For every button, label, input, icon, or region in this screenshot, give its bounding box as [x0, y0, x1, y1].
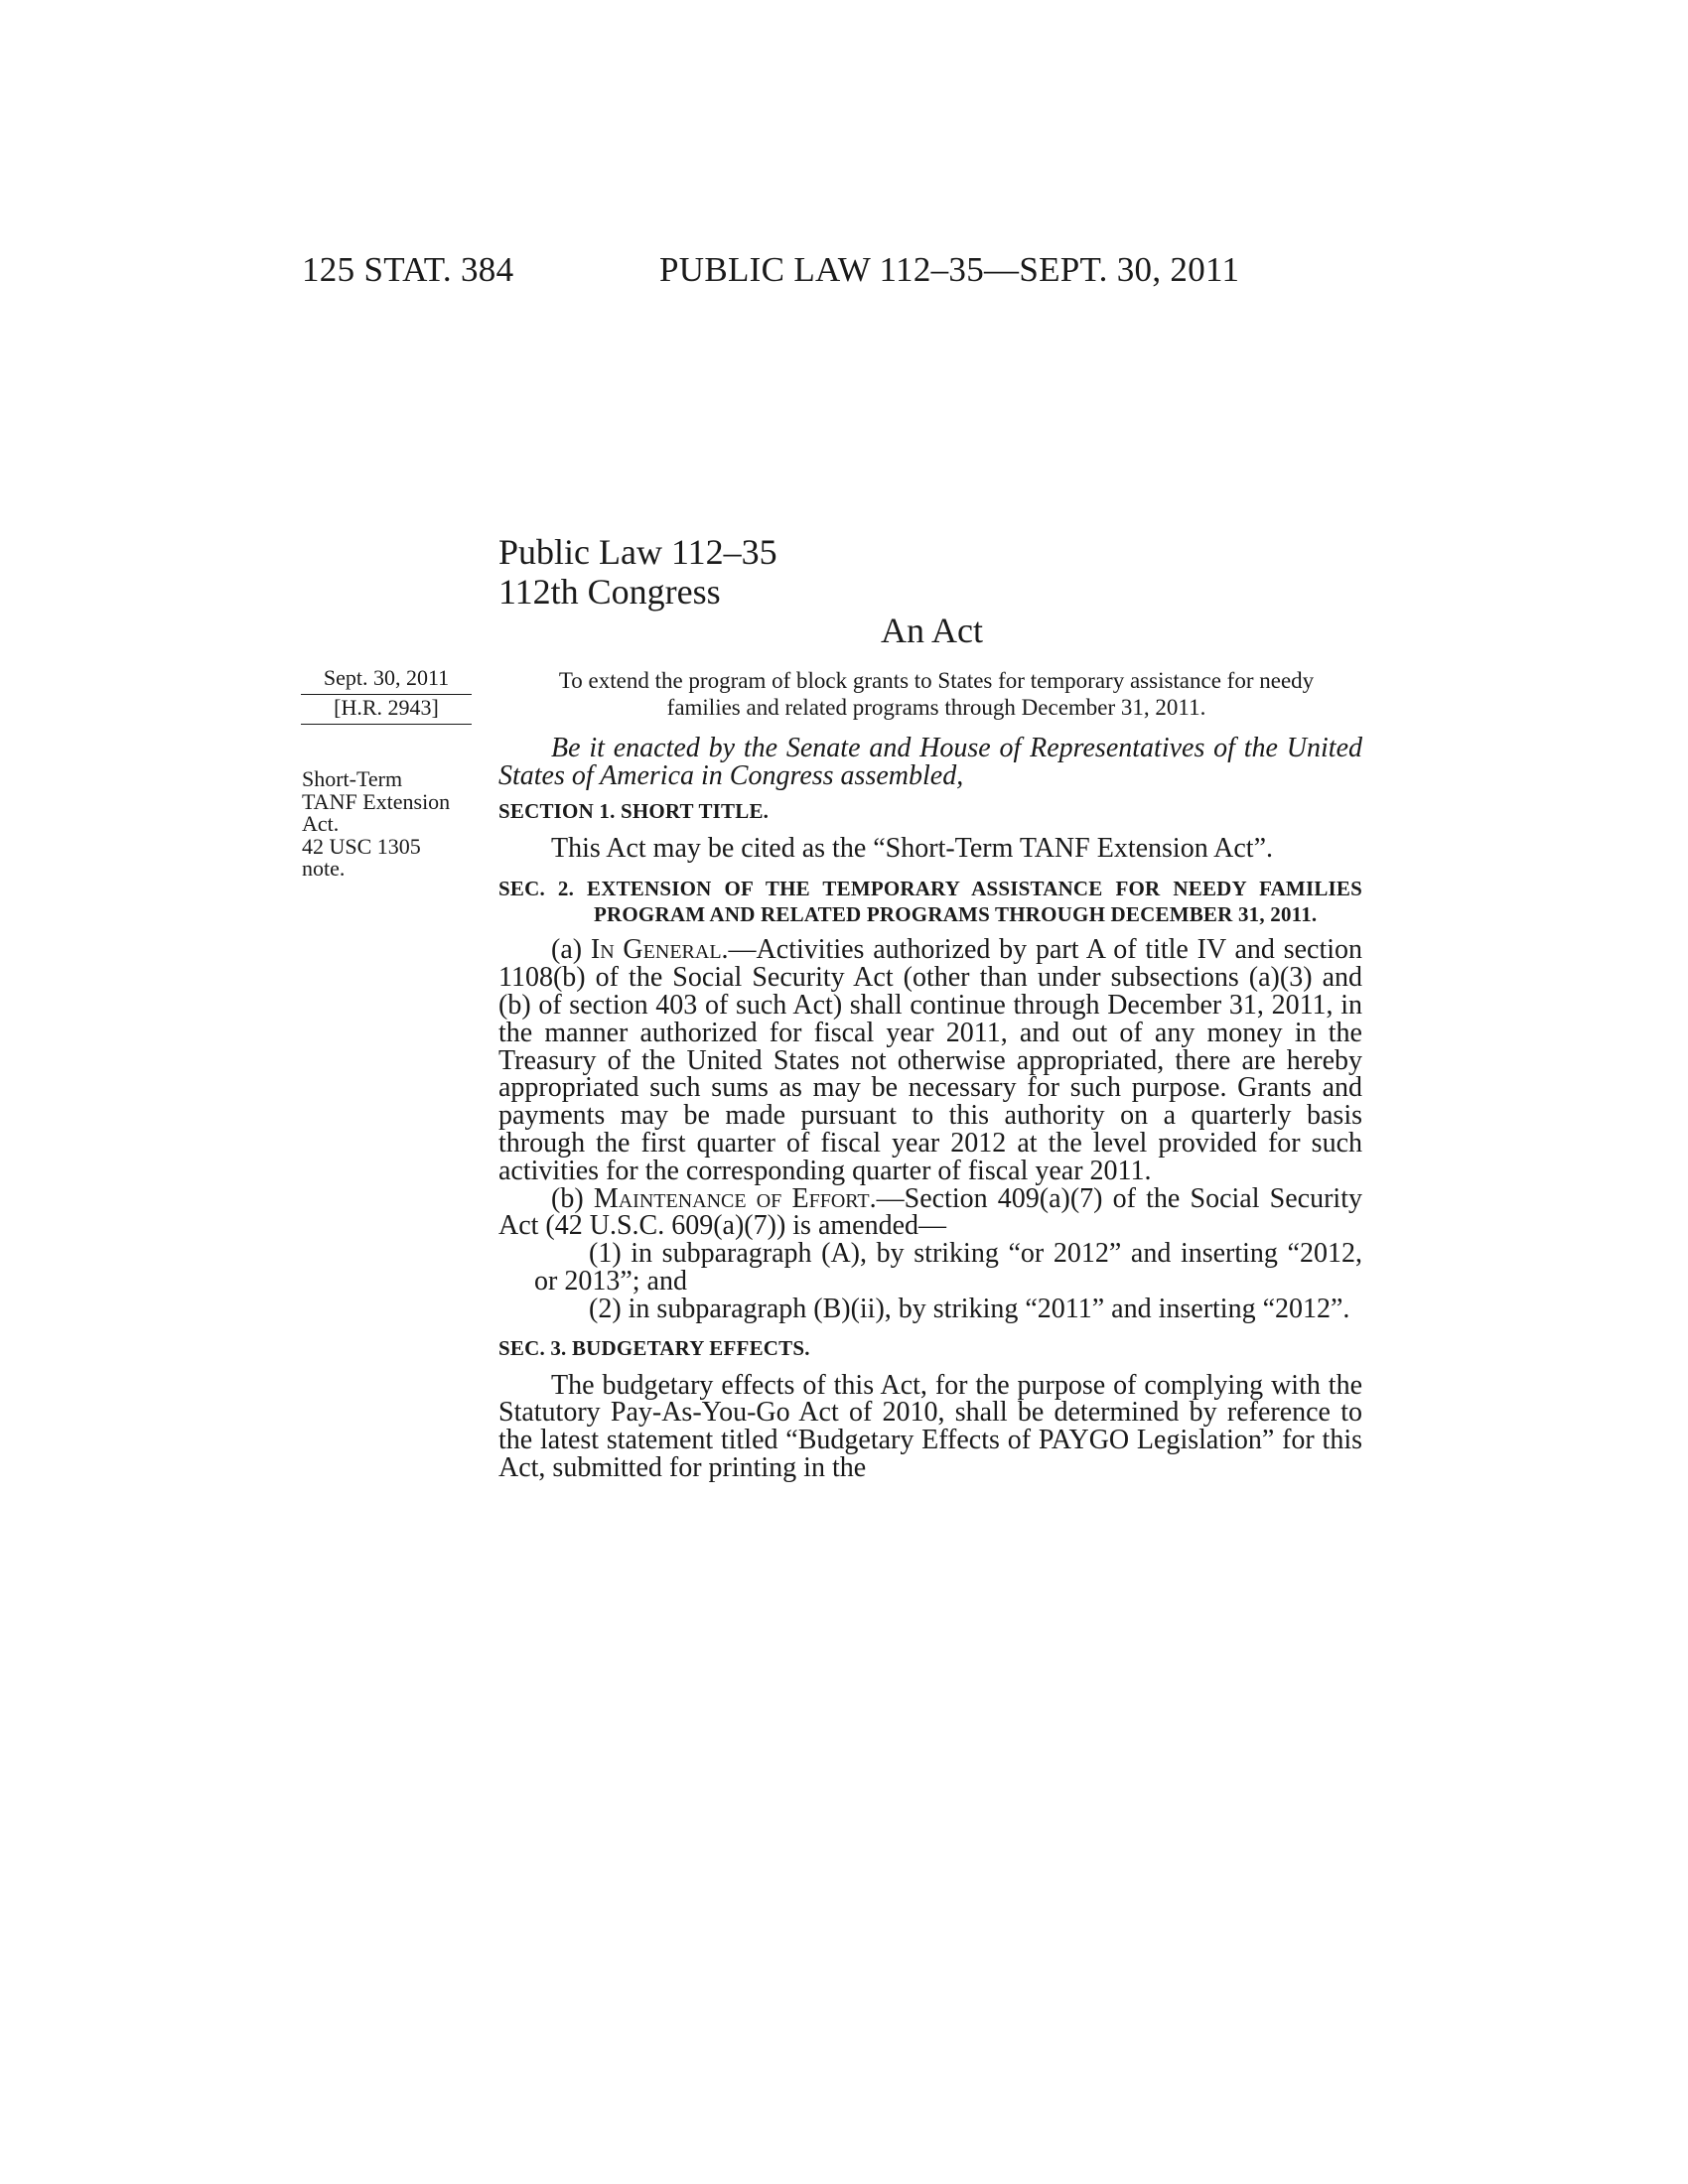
subsection-b-label: (b)	[551, 1182, 594, 1214]
section-3-text: The budgetary effects of this Act, for the purpose of complying with the Statutory Pay-As-You-Go Act of 2010, shall be determined by reference to the latest statement titled “Budgetary Effects of PAYGO Legislation” for this Act, submitted for printing in the	[498, 1369, 1362, 1483]
margin-approval-date: Sept. 30, 2011	[301, 665, 472, 695]
congress-number: 112th Congress	[498, 572, 721, 612]
running-header-title: PUBLIC LAW 112–35—SEPT. 30, 2011	[659, 250, 1240, 289]
section-2-subsection-a	[498, 936, 1362, 1184]
subsection-a-text: .—Activities authorized by part A of title IV and section 1108(b) of the Social Security Act (other than under subsections (a)(3) and (b) of section 403 of such Act) shall continue through December 31, 2011, in the manner authorized for fiscal year 2011, and out of any money in the Treasury of the United States not otherwise appropriated, there are hereby appropriated such sums as may be necessary for such purpose. Grants and payments may be made pursuant to this authority on a quarterly basis through the first quarter of fiscal year 2012 at the level provided for such activities for the corresponding quarter of fiscal year 2011.	[498, 934, 1363, 1186]
stat-page-number: 125 STAT. 384	[302, 250, 514, 289]
enacting-clause: Be it enacted by the Senate and House of Representatives of the United States of America in Congress assembled,	[498, 733, 1362, 791]
subsection-b-item-1: (1) in subparagraph (A), by striking “or 2012” and inserting “2012, or 2013”; and	[534, 1238, 1362, 1297]
subsection-b-heading: Maintenance of Effort	[593, 1182, 870, 1214]
section-1-text: This Act may be cited as the “Short-Term TANF Extension Act”.	[551, 832, 1274, 864]
section-3-heading: SEC. 3. BUDGETARY EFFECTS.	[498, 1335, 810, 1360]
section-2-subsection-b	[498, 1182, 1362, 1242]
public-law-number: Public Law 112–35	[498, 532, 777, 572]
margin-note-line: note.	[302, 856, 346, 881]
section-2-heading: SEC. 2. EXTENSION OF THE TEMPORARY ASSISTANCE FOR NEEDY FAMILIES PROGRAM AND RELATED PROGRAMS THROUGH DECEMBER 31, 2011.	[498, 877, 1362, 927]
margin-note-line: TANF Extension	[302, 788, 451, 814]
margin-note-line: Act.	[302, 811, 340, 836]
main-text	[498, 735, 1362, 1482]
subsection-b-text: .—Section 409(a)(7) of the Social Security Act (42 U.S.C. 609(a)(7)) is amended—	[498, 1182, 1362, 1242]
section-1-heading: SECTION 1. SHORT TITLE.	[498, 798, 770, 823]
subsection-a-label: (a)	[551, 934, 591, 966]
margin-bill-number: [H.R. 2943]	[301, 695, 472, 725]
an-act-heading: An Act	[881, 611, 983, 650]
margin-note-line: Short-Term	[302, 766, 403, 791]
subsection-b-item-2: (2) in subparagraph (B)(ii), by striking “2011” and inserting “2012”.	[589, 1293, 1350, 1324]
act-purpose: To extend the program of block grants to States for temporary assistance for needy families and related programs through December 31, 2011.	[558, 668, 1315, 720]
margin-notes	[302, 768, 481, 881]
subsection-a-heading: In General	[590, 934, 722, 966]
margin-note-line: 42 USC 1305	[302, 833, 421, 859]
